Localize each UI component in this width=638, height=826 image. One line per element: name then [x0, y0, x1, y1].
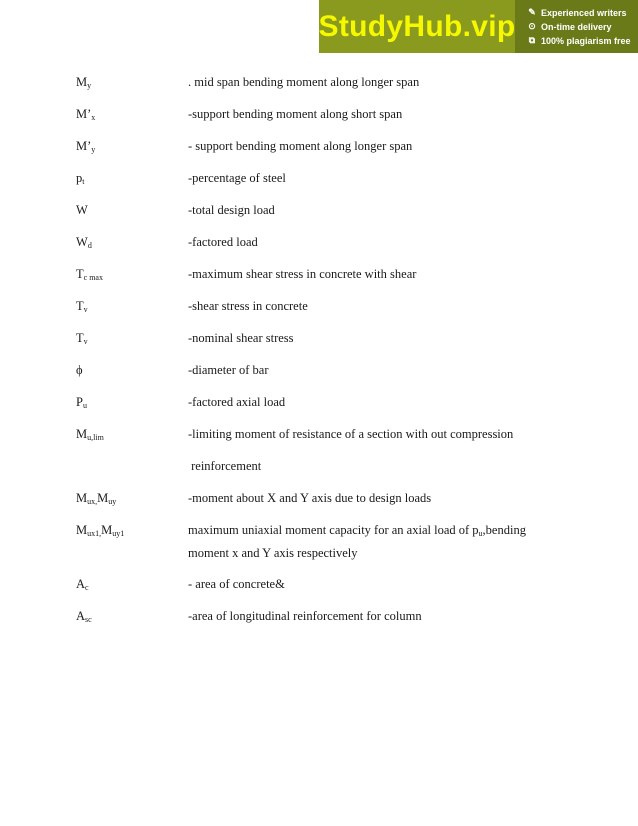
- brand-logo: StudyHub.vip: [319, 0, 515, 53]
- symbol: W: [76, 203, 88, 217]
- symbol: $M’_x$: [76, 107, 96, 122]
- symbol: $A_c$: [76, 577, 89, 592]
- description: - support bending moment along longer span: [188, 139, 413, 153]
- description: -maximum shear stress in concrete with shear: [188, 267, 417, 281]
- symbol: $T_{c max}$: [76, 267, 103, 282]
- feature-item: [527, 7, 638, 18]
- symbol: $M’_y$: [76, 139, 96, 154]
- symbol: $T_v$: [76, 331, 88, 346]
- description: . mid span bending moment along longer span: [188, 75, 420, 89]
- feature-text: On-time delivery: [541, 21, 612, 32]
- description: -support bending moment along short span: [188, 107, 403, 121]
- feature-text: Experienced writers: [541, 7, 627, 18]
- pen-icon: ✎: [528, 7, 536, 17]
- symbol: $M_y$: [76, 75, 92, 90]
- feature-list: [515, 7, 638, 46]
- clock-icon: ⊙: [528, 21, 536, 31]
- symbol: $M_{ux,}M_{uy}$: [76, 491, 117, 506]
- description: -area of longitudinal reinforcement for column: [188, 609, 422, 623]
- description: reinforcement: [188, 459, 262, 473]
- symbol: $P_u$: [76, 395, 87, 410]
- description: -limiting moment of resistance of a section with out compression: [188, 427, 514, 441]
- promo-banner[interactable]: [319, 0, 638, 53]
- symbol: $M_{ux1,}M_{uy1}$: [76, 523, 125, 538]
- description: -nominal shear stress: [188, 331, 294, 345]
- symbol: $A_{sc}$: [76, 609, 92, 624]
- symbol: $p_t$: [76, 171, 85, 186]
- copy-icon: ⧉: [528, 35, 536, 45]
- feature-item: [527, 21, 638, 32]
- description: -shear stress in concrete: [188, 299, 308, 313]
- feature-item: [527, 35, 638, 46]
- description: -diameter of bar: [188, 363, 269, 377]
- symbol: $M_{u,lim}$: [76, 427, 104, 442]
- description: -moment about X and Y axis due to design loads: [188, 491, 432, 505]
- symbol: ϕ: [76, 363, 83, 377]
- description: maximum uniaxial moment capacity for an axial load of $p_u,bending$ moment x and Y axis respectively: [188, 523, 526, 560]
- feature-text: 100% plagiarism free: [541, 35, 631, 46]
- description: - area of concrete&: [188, 577, 285, 591]
- description: -percentage of steel: [188, 171, 286, 185]
- description: -total design load: [188, 203, 275, 217]
- symbol: $W_d$: [76, 235, 92, 250]
- description: -factored load: [188, 235, 258, 249]
- symbol: $T_v$: [76, 299, 88, 314]
- description: -factored axial load: [188, 395, 286, 409]
